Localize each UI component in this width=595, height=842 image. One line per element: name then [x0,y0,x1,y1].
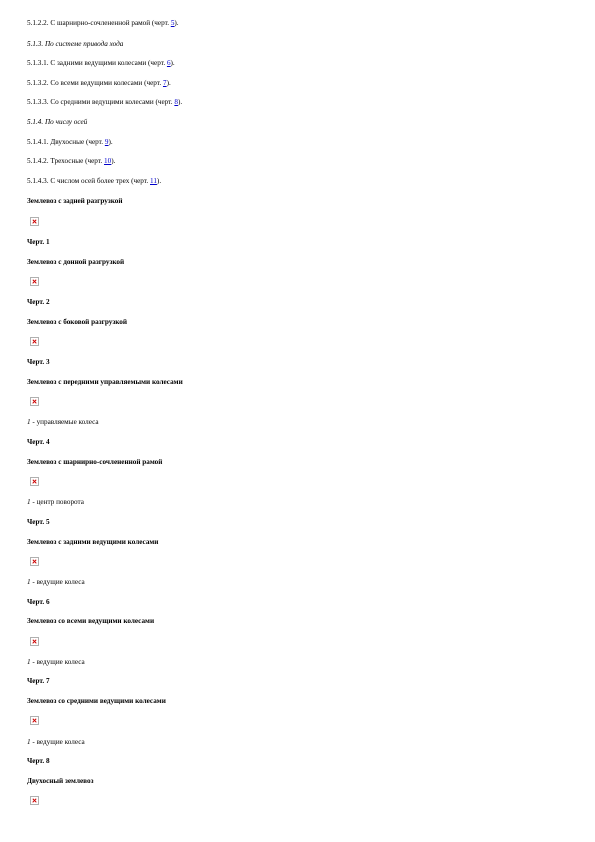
legend-number: 1 [27,738,31,746]
broken-image-icon [30,337,39,346]
broken-image-icon [30,716,39,725]
figure-legend [27,738,85,747]
legend-text: - управляемые колеса [30,418,99,426]
clause-5-1-2-2 [27,19,179,28]
clause-5-1-4-heading: 5.1.4. По числу осей [27,118,88,126]
drawing-label: Черт. 4 [27,438,50,446]
drawing-link-11[interactable]: 11 [150,177,157,185]
clause-5-1-4-2 [27,157,115,166]
legend-number: 1 [27,658,31,666]
legend-text: - центр поворота [30,498,84,506]
clause-text: 5.1.2.2. С шарнирно-сочлененной рамой (черт. [27,19,171,27]
drawing-label: Черт. 3 [27,358,50,366]
drawing-link-8[interactable]: 8 [174,98,178,106]
clause-5-1-4-1 [27,138,113,147]
clause-5-1-3-2 [27,79,171,88]
clause-text-end: ). [166,79,171,87]
clause-text: 5.1.4.1. Двухосные (черт. [27,138,105,146]
legend-number: 1 [27,578,31,586]
figure-legend [27,578,85,587]
figure-caption: Двухосный землевоз [27,777,94,785]
figure-caption: Землевоз с задней разгрузкой [27,197,123,205]
clause-5-1-3-1 [27,59,175,68]
drawing-label: Черт. 2 [27,298,50,306]
drawing-label: Черт. 5 [27,518,50,526]
figure-legend [27,498,84,507]
drawing-link-5[interactable]: 5 [170,19,175,27]
broken-image-icon [30,637,39,646]
legend-text: - ведущие колеса [30,578,85,586]
drawing-link-6[interactable]: 6 [166,59,171,67]
clause-5-1-3-heading: 5.1.3. По системе привода хода [27,40,124,48]
legend-number: 1 [27,498,31,506]
legend-text: - ведущие колеса [30,738,85,746]
broken-image-icon [30,277,39,286]
drawing-label: Черт. 8 [27,757,50,765]
clause-text-end: ). [111,157,116,165]
clause-text-end: ). [170,59,175,67]
clause-text-end: ). [177,98,183,106]
figure-caption: Землевоз с шарнирно-сочлененной рамой [27,458,163,466]
legend-text: - ведущие колеса [30,658,85,666]
drawing-label: Черт. 7 [27,677,50,685]
broken-image-icon [30,477,39,486]
clause-text: 5.1.3.2. Со всеми ведущими колесами (черт. [27,79,163,87]
clause-text-end: ). [156,177,162,185]
broken-image-icon [30,217,39,226]
figure-caption: Землевоз с передними управляемыми колесами [27,378,183,386]
drawing-link-9[interactable]: 9 [104,138,109,146]
clause-text: 5.1.3.1. С задними ведущими колесами (черт. [27,59,167,67]
drawing-link-10[interactable]: 10 [104,157,112,165]
figure-caption: Землевоз со средними ведущими колесами [27,697,166,705]
figure-legend [27,418,99,427]
legend-number: 1 [27,418,31,426]
clause-text-end: ). [174,19,179,27]
broken-image-icon [30,397,39,406]
figure-caption: Землевоз с донной разгрузкой [27,258,125,266]
figure-legend [27,658,85,667]
clause-text: 5.1.4.2. Трехосные (черт. [27,157,105,165]
drawing-link-7[interactable]: 7 [162,79,167,87]
figure-caption: Землевоз с задними ведущими колесами [27,538,159,546]
clause-5-1-4-3 [27,177,161,186]
broken-image-icon [30,557,39,566]
clause-text-end: ). [108,138,113,146]
clause-text: 5.1.3.3. Со средними ведущими колесами (черт. [27,98,175,106]
clause-text: 5.1.4.3. С числом осей более трех (черт. [27,177,150,185]
drawing-label: Черт. 1 [27,238,50,246]
clause-5-1-3-3 [27,98,182,107]
drawing-label: Черт. 6 [27,598,50,606]
broken-image-icon [30,796,39,805]
figure-caption: Землевоз со всеми ведущими колесами [27,617,155,625]
figure-caption: Землевоз с боковой разгрузкой [27,318,128,326]
